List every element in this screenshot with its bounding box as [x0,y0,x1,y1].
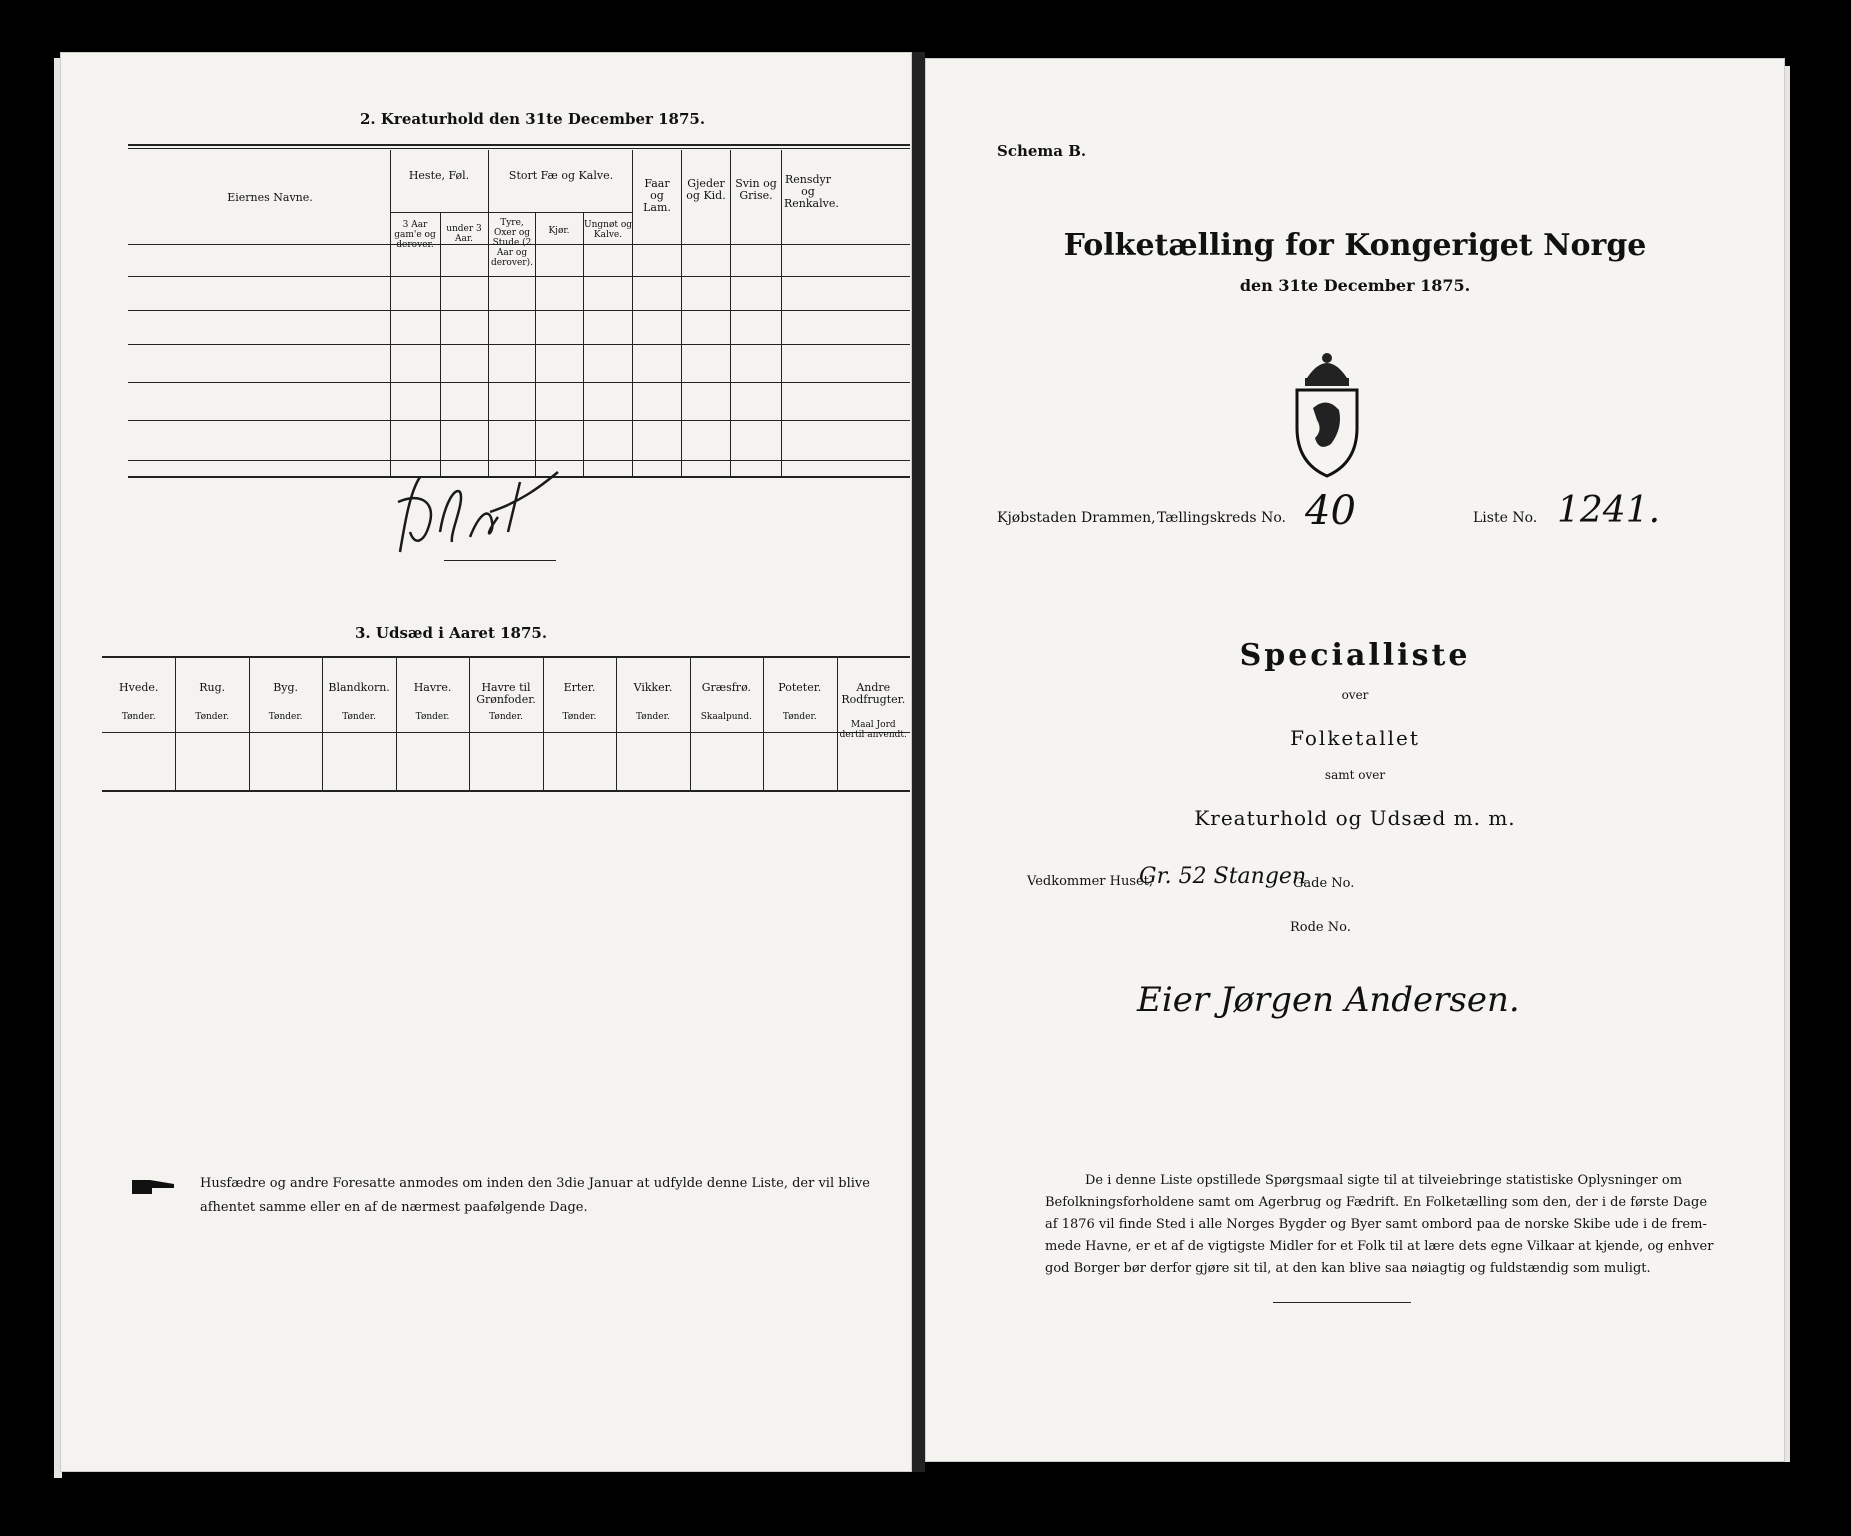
signature-text: Ludit [380,462,383,463]
seed-col-header: Blandkorn. [328,681,390,694]
seed-col-header: Erter. [563,681,596,694]
book-gutter [912,52,925,1472]
schema-label: Schema B. [997,142,1087,160]
seed-col-header: Havre. [413,681,452,694]
right-page: Schema B. Folketælling for Kongeriget Norge den 31te December 1875. Kjøbstaden Drammen, Tællingskreds No. 40 Liste No. 1241. Specialliste over Folketallet samt over Kreaturhold og Udsæd m. m. Vedkommer Huset, Gr. 52 Stangen Gade No. Rode No. Eier Jørgen Andersen. De i denne Liste opstillede Spørgsmaal sigte til at tilveiebringe statistiske Oplysninger om Befolkningsforholdene samt om Agerbrug og Fædrift. En Folketælling som den, der i de første Dage af 1876 vil finde Sted i alle Norges Bygder og Byer samt ombord paa de norske Skibe ude i de frem- mede Havne, er et af de vigtigste Midler for et Folk til at lære dets egne Vilkaar at kjende, og enhver god Borger bør derfor gjøre sit til, at den kan blive saa nøiagtig og fuldstændig som muligt. [925,58,1785,1462]
seed-col-header: Rug. [199,681,226,694]
census-date: den 31te December 1875. [1239,276,1471,295]
livestock-table-top [128,144,910,146]
seed-col-unit: Tønder. [268,712,303,722]
seed-col-unit: Tønder. [636,712,670,722]
seed-col-header: Hvede. [119,681,159,694]
house-label: Vedkommer Huset, [1027,874,1154,889]
seed-col-unit: Tønder. [415,712,450,722]
seed-col-unit: Maal Jord dertil anvendt. [839,720,907,740]
seed-col-unit: Tønder. [562,712,597,722]
special-list-title: Specialliste [1239,638,1471,673]
paragraph-line: god Borger bør derfor gjøre sit til, at den kan blive saa nøiagtig og fuldstændig som muligt. [1045,1261,1651,1276]
norway-coat-of-arms-icon [1287,348,1367,478]
horses-header: Heste, Føl. [408,169,470,182]
seed-col-header: Byg. [273,681,299,694]
rode-label: Rode No. [1290,920,1351,935]
left-page: 2. Kreaturhold den 31te December 1875. Eiernes Navne. Heste, Føl. 3 Aar gam'e og derover. under 3 Aar. Stort Fæ og Kalve. Tyre, Oxer og Stude (2 Aar og derover). Kjør. Ungnøt og Kalve. Faar og Lam. Gjeder og Kid. Svin og Grise. Rensdyr og Renkalve. Ludit 3. Udsæd i Aaret 1875. Hvede. Tønder. Rug. Tønder. Byg. Tønder. Blandkorn. Tønder. Havre. Tønder. Havre til Grønfoder. Tønder. Erter. Tønder. Vikker. Tønder. Græsfrø. Skaalpund. Poteter. Tønder. Andre Rodfrugter. Maal Jord dertil anvendt. Husfædre og andre Foresatte anmodes om inden den 3die Januar at udfylde denne Liste, der vil blive afhentet samme eller en af de nærmest paafølgende Dage. [60,52,912,1472]
kreaturhold-heading: Kreaturhold og Udsæd m. m. [1194,806,1516,830]
pointing-hand-icon [130,1176,176,1196]
owner-col-header: Eiernes Navne. [227,191,313,204]
sheep-header: Faar og Lam. [643,177,671,214]
reindeer-header: Rensdyr og Renkalve. [784,173,839,210]
paragraph-line: mede Havne, er et af de vigtigste Midler for et Folk til at lære dets egne Vilkaar at kjende, og enhver [1045,1239,1714,1254]
list-number: 1241. [1557,490,1661,531]
pigs-header: Svin og Grise. [735,177,777,202]
section3-title: 3. Udsæd i Aaret 1875. [355,624,548,642]
seed-col-unit: Skaalpund. [700,712,752,722]
district-number: 40 [1305,488,1356,534]
seed-table-top [102,656,910,658]
section2-title: 2. Kreaturhold den 31te December 1875. [360,110,706,128]
folketallet-heading: Folketallet [1290,726,1420,750]
notice-line-1: Husfædre og andre Foresatte anmodes om inden den 3die Januar at udfylde denne Liste, der vil blive [200,1176,870,1191]
owner-signature: Eier Jørgen Andersen. [1137,980,1520,1020]
paragraph-line: af 1876 vil finde Sted i alle Norges Bygder og Byer samt ombord paa de norske Skibe ude i de frem- [1045,1217,1707,1232]
seed-col-unit: Tønder. [782,712,817,722]
town-label: Kjøbstaden Drammen, [997,510,1156,526]
gade-label: Gade No. [1293,876,1355,891]
seed-col-header: Poteter. [778,681,822,694]
seed-col-header: Havre til Grønfoder. [476,681,536,706]
seed-col-unit: Tønder. [121,712,156,722]
explanatory-paragraph [1045,1170,1714,1280]
seed-col-unit: Tønder. [195,712,230,722]
seed-col-header: Græsfrø. [701,681,751,694]
seed-col-unit: Tønder. [489,712,523,722]
seed-col-header: Andre Rodfrugter. [841,681,906,706]
list-label: Liste No. [1473,510,1538,526]
cattle-header: Stort Fæ og Kalve. [508,169,614,182]
paragraph-line: Befolkningsforholdene samt om Agerbrug og Fædrift. En Folketælling som den, der i de første Dage [1045,1195,1708,1210]
seed-col-unit: Tønder. [342,712,376,722]
goats-header: Gjeder og Kid. [686,177,726,202]
paragraph-line: De i denne Liste opstillede Spørgsmaal sigte til at tilveiebringe statistiske Oplysninger om [1085,1173,1683,1188]
house-value: Gr. 52 Stangen [1139,864,1307,889]
seed-col-header: Vikker. [633,681,673,694]
census-title: Folketælling for Kongeriget Norge [1063,228,1647,263]
notice-line-2: afhentet samme eller en af de nærmest paafølgende Dage. [200,1200,588,1215]
district-label: Tællingskreds No. [1157,510,1286,526]
handwritten-signature [380,462,560,572]
closing-rule [1273,1302,1411,1303]
